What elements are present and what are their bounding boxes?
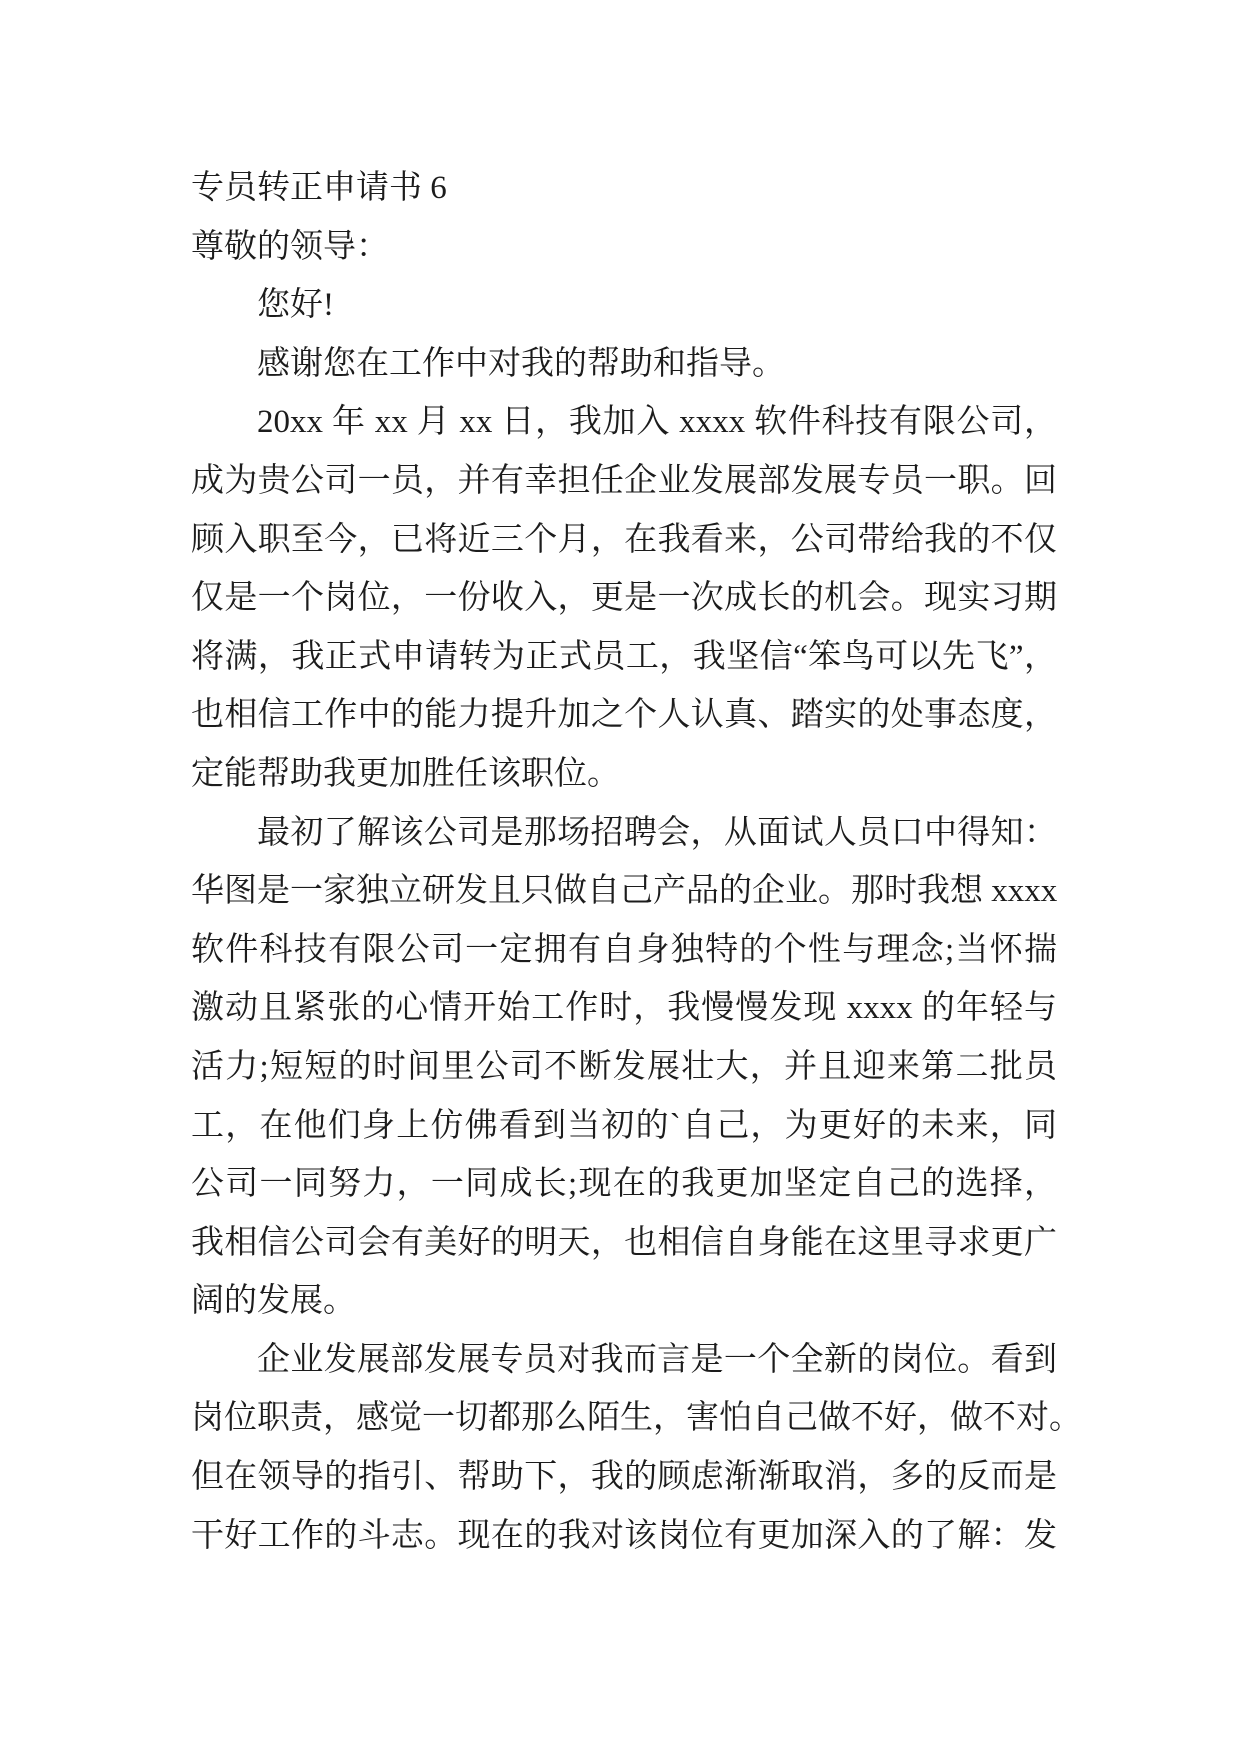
paragraph-line: 干好工作的斗志。现在的我对该岗位有更加深入的了解：发 (191, 1517, 1057, 1554)
paragraph-line: 岗位职责，感觉一切都那么陌生，害怕自己做不好，做不对。 (191, 1400, 1082, 1437)
paragraph-line: 活力;短短的时间里公司不断发展壮大，并且迎来第二批员 (191, 1048, 1057, 1085)
paragraph-line: 华图是一家独立研发且只做自己产品的企业。那时我想 xxxx (191, 873, 1058, 910)
body-paragraph (191, 335, 1057, 394)
paragraph-line: 阔的发展。 (191, 1283, 356, 1320)
paragraph-line: 激动且紧张的心情开始工作时，我慢慢发现 xxxx 的年轻与 (191, 990, 1057, 1027)
paragraph-line: 感谢您在工作中对我的帮助和指导。 (257, 345, 785, 382)
salutation: 尊敬的领导： (191, 228, 389, 265)
paragraph-line: 定能帮助我更加胜任该职位。 (191, 755, 620, 792)
paragraph-line: 公司一同努力，一同成长;现在的我更加坚定自己的选择， (191, 1166, 1057, 1203)
paragraph-line: 最初了解该公司是那场招聘会，从面试人员口中得知： (257, 814, 1057, 851)
paragraph-line: 我相信公司会有美好的明天，也相信自身能在这里寻求更广 (191, 1224, 1057, 1261)
paragraph-line: 但在领导的指引、帮助下，我的顾虑渐渐取消，多的反而是 (191, 1459, 1057, 1496)
paragraph-line: 成为贵公司一员，并有幸担任企业发展部发展专员一职。回 (191, 462, 1057, 499)
paragraph-line: 也相信工作中的能力提升加之个人认真、踏实的处事态度， (191, 697, 1057, 734)
paragraph-line: 顾入职至今，已将近三个月，在我看来，公司带给我的不仅 (191, 521, 1057, 558)
body-paragraph (191, 1331, 1082, 1565)
paragraph-line: 企业发展部发展专员对我而言是一个全新的岗位。看到 (257, 1341, 1057, 1378)
greeting: 您好! (257, 287, 334, 324)
document-body (191, 159, 1082, 1565)
body-paragraph (191, 393, 1057, 803)
paragraph-line: 工，在他们身上仿佛看到当初的`自己，为更好的未来，同 (191, 1107, 1057, 1144)
document-title: 专员转正申请书 6 (191, 170, 447, 206)
paragraph-line: 仅是一个岗位，一份收入，更是一次成长的机会。现实习期 (191, 580, 1057, 617)
paragraph-line: 软件科技有限公司一定拥有自身独特的个性与理念;当怀揣 (191, 931, 1057, 968)
paragraph-line: 将满，我正式申请转为正式员工，我坚信“笨鸟可以先飞”， (191, 638, 1057, 675)
paragraph-line: 20xx 年 xx 月 xx 日，我加入 xxxx 软件科技有限公司， (257, 404, 1057, 441)
body-paragraph (191, 804, 1057, 1331)
